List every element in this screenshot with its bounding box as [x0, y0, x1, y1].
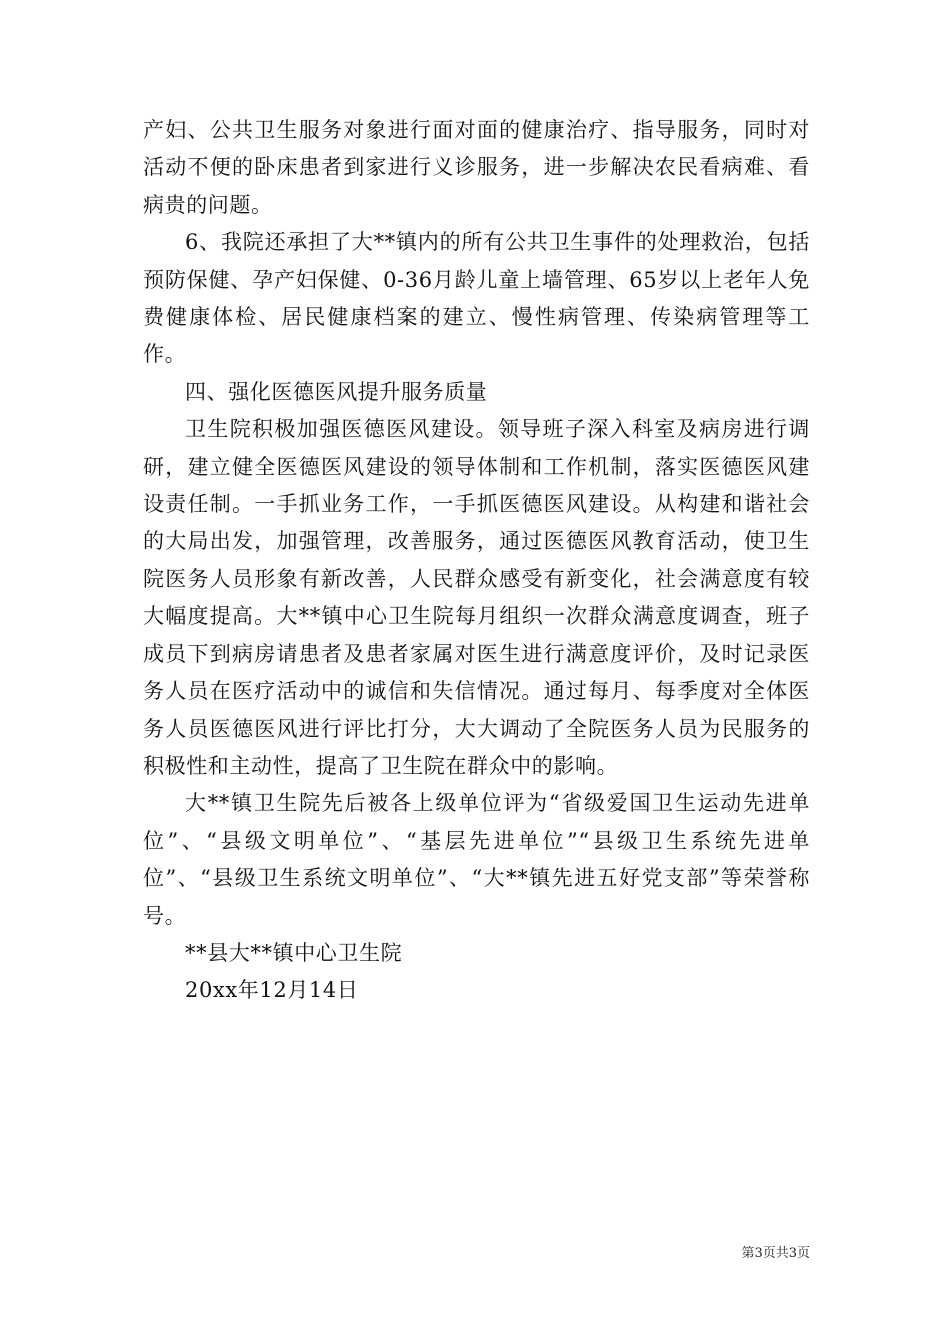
- paragraph-continuation: 产妇、公共卫生服务对象进行面对面的健康治疗、指导服务，同时对活动不便的卧床患者到家进行义诊服务，进一步解决农民看病难、看病贵的问题。: [143, 118, 810, 217]
- paragraph-ethics: 卫生院积极加强医德医风建设。领导班子深入科室及病房进行调研，建立健全医德医风建设的领导体制和工作机制，落实医德医风建设责任制。一手抓业务工作，一手抓医德医风建设。从构建和谐社会的大局出发，加强管理，改善服务，通过医德医风教育活动，使卫生院医务人员形象有新改善，人民群众感受有新变化，社会满意度有较大幅度提高。大**镇中心卫生院每月组织一次群众满意度调查，班子成员下到病房请患者及患者家属对医生进行满意度评价，及时记录医务人员在医疗活动中的诚信和失信情况。通过每月、每季度对全体医务人员医德医风进行评比打分，大大调动了全院医务人员为民服务的积极性和主动性，提高了卫生院在群众中的影响。: [143, 417, 810, 778]
- paragraph-honors: 大**镇卫生院先后被各上级单位评为“省级爱国卫生运动先进单位”、“县级文明单位”、“基层先进单位”“县级卫生系统先进单位”、“县级卫生系统文明单位”、“大**镇先进五好党支部”等荣誉称号。: [143, 791, 810, 928]
- signature-date: 20xx年12月14日: [185, 978, 359, 1003]
- page-number: 第3页共3页: [741, 1246, 810, 1261]
- signature-organization: **县大**镇中心卫生院: [185, 940, 403, 965]
- paragraph-item-6: 6、我院还承担了大**镇内的所有公共卫生事件的处理救治，包括预防保健、孕产妇保健、0-36月龄儿童上墙管理、65岁以上老年人免费健康体检、居民健康档案的建立、慢性病管理、传染病管理等工作。: [143, 230, 810, 367]
- document-body: [143, 112, 810, 1010]
- section-heading: 四、强化医德医风提升服务质量: [185, 379, 488, 404]
